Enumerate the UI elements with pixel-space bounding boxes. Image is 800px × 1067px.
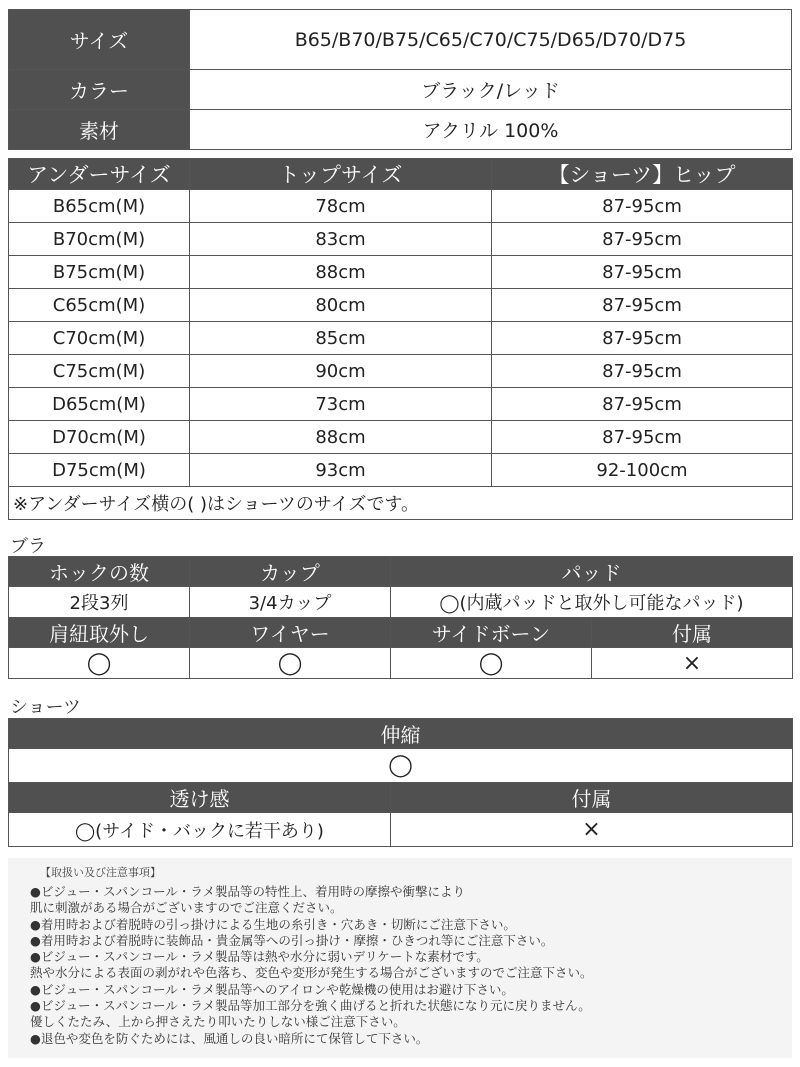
side-bone-value: ◯ — [391, 648, 592, 679]
notice-line: ●着用時および着脱時の引っ掛けによる生地の糸引き・穴あき・切断にご注意下さい。 — [30, 916, 516, 932]
top-size-cell: 78cm — [190, 190, 492, 223]
size-label: サイズ — [9, 10, 190, 70]
hip-cell: 92-100cm — [492, 454, 793, 487]
notice-line: ●ビジュー・スパンコール・ラメ製品等の特性上、着用時の摩擦や衝撃により — [30, 884, 466, 899]
header-side-bone: サイドボーン — [391, 618, 592, 648]
notice-line: 優しくたたみ、上から押さえたり叩いたりしない様ご注意下さい。 — [30, 1014, 406, 1030]
notice-line: ●着用時および着脱時に装飾品・貴金属等への引っ掛け・摩擦・ひきつれ等にご注意下さい。 — [30, 932, 554, 948]
spec-row-color — [9, 70, 792, 110]
notice-line: 熱や水分による表面の剥がれや色落ち、変色や変形が発生する場合がございますのでご注意下さい。 — [30, 965, 593, 981]
table-row — [9, 388, 793, 421]
shorts-value-row-2 — [9, 813, 793, 847]
under-size-cell: B70cm(M) — [9, 223, 190, 256]
size-value: B65/B70/B75/C65/C70/C75/D65/D70/D75 — [190, 10, 792, 70]
table-row — [9, 421, 793, 454]
wire-value: ◯ — [190, 648, 391, 679]
bra-table — [8, 556, 793, 679]
table-row — [9, 190, 793, 223]
hip-cell: 87-95cm — [492, 421, 793, 454]
notice-line: ●ビジュー・スパンコール・ラメ製品等へのアイロンや乾燥機の使用はお避け下さい。 — [30, 981, 514, 997]
under-size-cell: C65cm(M) — [9, 289, 190, 322]
table-row — [9, 355, 793, 388]
header-cup: カップ — [190, 557, 391, 587]
cup-value: 3/4カップ — [190, 587, 391, 618]
under-size-cell: B65cm(M) — [9, 190, 190, 223]
top-size-cell: 90cm — [190, 355, 492, 388]
spec-row-size — [9, 10, 792, 70]
table-row — [9, 223, 793, 256]
hooks-value: 2段3列 — [9, 587, 190, 618]
bra-header-row-1 — [9, 557, 793, 587]
shorts-header-row-2 — [9, 783, 793, 813]
bra-section-label: ブラ — [10, 536, 46, 557]
shorts-accessory-value: × — [391, 813, 793, 847]
size-note-row — [9, 487, 793, 520]
top-size-cell: 73cm — [190, 388, 492, 421]
top-size-cell: 83cm — [190, 223, 492, 256]
top-size-cell: 85cm — [190, 322, 492, 355]
top-size-cell: 80cm — [190, 289, 492, 322]
table-row — [9, 289, 793, 322]
shorts-value-row-1 — [9, 749, 793, 783]
header-pad: パッド — [391, 557, 793, 587]
top-size-cell: 88cm — [190, 256, 492, 289]
material-value: アクリル 100% — [190, 110, 792, 150]
strap-removable-value: ◯ — [9, 648, 190, 679]
color-value: ブラック/レッド — [190, 70, 792, 110]
header-hooks: ホックの数 — [9, 557, 190, 587]
hip-cell: 87-95cm — [492, 289, 793, 322]
header-sheer: 透け感 — [9, 783, 391, 813]
header-shorts-accessory: 付属 — [391, 783, 793, 813]
notice-title: 【取扱い及び注意事項】 — [40, 866, 161, 879]
under-size-cell: C70cm(M) — [9, 322, 190, 355]
shorts-section-label: ショーツ — [10, 697, 81, 718]
bra-value-row-1 — [9, 587, 793, 618]
hip-cell: 87-95cm — [492, 355, 793, 388]
table-row — [9, 322, 793, 355]
hip-cell: 87-95cm — [492, 256, 793, 289]
spec-table — [8, 9, 792, 150]
header-strap-removable: 肩紐取外し — [9, 618, 190, 648]
hip-cell: 87-95cm — [492, 223, 793, 256]
bra-value-row-2 — [9, 648, 793, 679]
header-under-size: アンダーサイズ — [9, 159, 190, 190]
spec-row-material — [9, 110, 792, 150]
notice-line: 肌に刺激がある場合がございますのでご注意ください。 — [30, 900, 343, 916]
shorts-table — [8, 718, 793, 847]
bra-header-row-2 — [9, 618, 793, 648]
header-accessory: 付属 — [592, 618, 793, 648]
table-row — [9, 256, 793, 289]
material-label: 素材 — [9, 110, 190, 150]
header-top-size: トップサイズ — [190, 159, 492, 190]
notice-line: ●退色や変色を防ぐためには、風通しの良い暗所にて保管して下さい。 — [30, 1030, 429, 1046]
notice-line: ●ビジュー・スパンコール・ラメ製品等加工部分を強く曲げると折れた状態になり元に戻りません。 — [30, 998, 591, 1014]
pad-value: ◯(内蔵パッドと取外し可能なパッド) — [391, 587, 793, 618]
stretch-value: ◯ — [9, 749, 793, 783]
hip-cell: 87-95cm — [492, 322, 793, 355]
size-table-header — [9, 159, 793, 190]
notice-line: ●ビジュー・スパンコール・ラメ製品等は熱や水分に弱いデリケートな素材です。 — [30, 949, 489, 965]
shorts-header-row-1 — [9, 719, 793, 749]
under-size-cell: B75cm(M) — [9, 256, 190, 289]
hip-cell: 87-95cm — [492, 388, 793, 421]
header-stretch: 伸縮 — [9, 719, 793, 749]
size-table — [8, 158, 793, 520]
top-size-cell: 88cm — [190, 421, 492, 454]
under-size-cell: D65cm(M) — [9, 388, 190, 421]
table-row — [9, 454, 793, 487]
under-size-cell: D75cm(M) — [9, 454, 190, 487]
accessory-value: × — [592, 648, 793, 679]
header-hip: 【ショーツ】ヒップ — [492, 159, 793, 190]
hip-cell: 87-95cm — [492, 190, 793, 223]
top-size-cell: 93cm — [190, 454, 492, 487]
care-notice — [8, 858, 792, 1058]
size-note: ※アンダーサイズ横の( )はショーツのサイズです。 — [9, 487, 793, 520]
under-size-cell: C75cm(M) — [9, 355, 190, 388]
header-wire: ワイヤー — [190, 618, 391, 648]
under-size-cell: D70cm(M) — [9, 421, 190, 454]
color-label: カラー — [9, 70, 190, 110]
sheer-value: ◯(サイド・バックに若干あり) — [9, 813, 391, 847]
